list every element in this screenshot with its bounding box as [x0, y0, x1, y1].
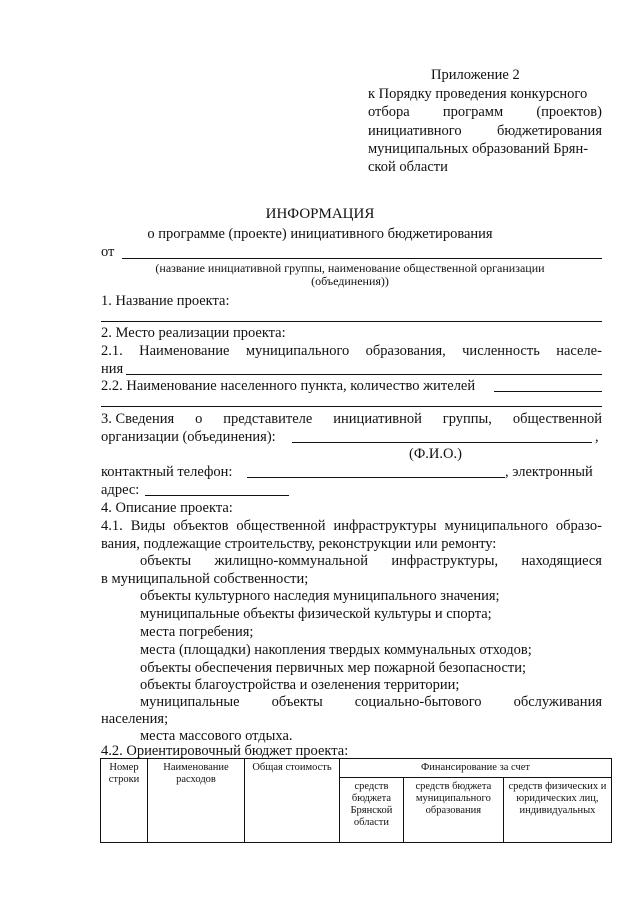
header-total-cost: Общая стоимость — [245, 759, 340, 843]
object-item-9: места массового отдыха. — [140, 728, 293, 744]
object-item-6: объекты обеспечения первичных мер пожарной безопасности; — [140, 660, 527, 676]
object-item-2: объекты культурного наследия муниципального значения; — [140, 588, 500, 604]
email-line — [145, 495, 289, 496]
object-item-3: муниципальные объекты физической культуры и спорта; — [140, 606, 492, 622]
from-caption: (объединения)) — [311, 274, 389, 288]
phone-label: контактный телефон: — [101, 464, 233, 480]
document-subtitle: о программе (проекте) инициативного бюджетирования — [147, 226, 493, 242]
section-4-2-heading: 4.2. Ориентировочный бюджет проекта: — [101, 743, 349, 759]
header-regional-budget: средств бюджета Брянской области — [340, 778, 404, 843]
phone-line — [247, 477, 505, 478]
table-header-row — [101, 759, 612, 778]
email-label-start: , электронный — [505, 464, 593, 480]
section-2-2-text: 2.2. Наименование населенного пункта, количество жителей — [101, 378, 476, 394]
header-private-funds: средств физических и юридических лиц, индивидуальных — [503, 778, 611, 843]
object-item-8: муниципальные объекты социально-бытового обслуживания — [140, 694, 602, 710]
document-title: ИНФОРМАЦИЯ — [265, 206, 375, 222]
project-name-line — [101, 321, 602, 322]
section-4-heading: 4. Описание проекта: — [101, 500, 233, 516]
object-item-1-cont: в муниципальной собственности; — [101, 571, 309, 587]
header-row-number: Номер строки — [101, 759, 148, 843]
settlement-line — [494, 391, 602, 392]
section-3-cont: организации (объединения): — [101, 429, 276, 445]
section-4-1-text: 4.1. Виды объектов общественной инфраструктуры муниципального образо- — [101, 518, 602, 534]
object-item-1: объекты жилищно-коммунальной инфраструктуры, находящиеся — [140, 553, 602, 569]
object-item-4: места погребения; — [140, 624, 254, 640]
appendix-line: к Порядку проведения конкурсного — [368, 86, 588, 102]
appendix-line: ской области — [368, 159, 448, 175]
comma: , — [595, 429, 599, 445]
header-financing: Финансирование за счет — [340, 759, 612, 778]
representative-line — [292, 442, 592, 443]
municipality-line — [126, 374, 602, 375]
section-2-heading: 2. Место реализации проекта: — [101, 325, 286, 341]
from-caption: (название инициативной группы, наименование общественной организации — [155, 261, 545, 275]
section-1-heading: 1. Название проекта: — [101, 293, 230, 309]
email-label: адрес: — [101, 482, 140, 498]
section-2-1-cont: ния — [101, 361, 124, 377]
object-item-8-cont: населения; — [101, 711, 169, 727]
appendix-line: муниципальных образований Брян- — [368, 141, 589, 157]
header-municipal-budget: средств бюджета муниципального образования — [403, 778, 503, 843]
from-label: от — [101, 244, 115, 260]
appendix-line: инициативного бюджетирования — [368, 123, 602, 139]
section-3-text: 3. Сведения о представителе инициативной группы, общественной — [101, 411, 602, 427]
budget-table — [100, 758, 612, 843]
fio-caption: (Ф.И.О.) — [409, 446, 462, 462]
appendix-line: отбора программ (проектов) — [368, 104, 602, 120]
object-item-7: объекты благоустройства и озеленения территории; — [140, 677, 460, 693]
header-expense-name: Наименование расходов — [148, 759, 245, 843]
section-2-1-text: 2.1. Наименование муниципального образования, численность населе- — [101, 343, 602, 359]
section-4-1-cont: вания, подлежащие строительству, реконструкции или ремонту: — [101, 536, 497, 552]
object-item-5: места (площадки) накопления твердых коммунальных отходов; — [140, 642, 532, 658]
settlement-line-2 — [101, 406, 602, 407]
appendix-number: Приложение 2 — [431, 67, 520, 83]
from-field-line — [122, 258, 602, 259]
